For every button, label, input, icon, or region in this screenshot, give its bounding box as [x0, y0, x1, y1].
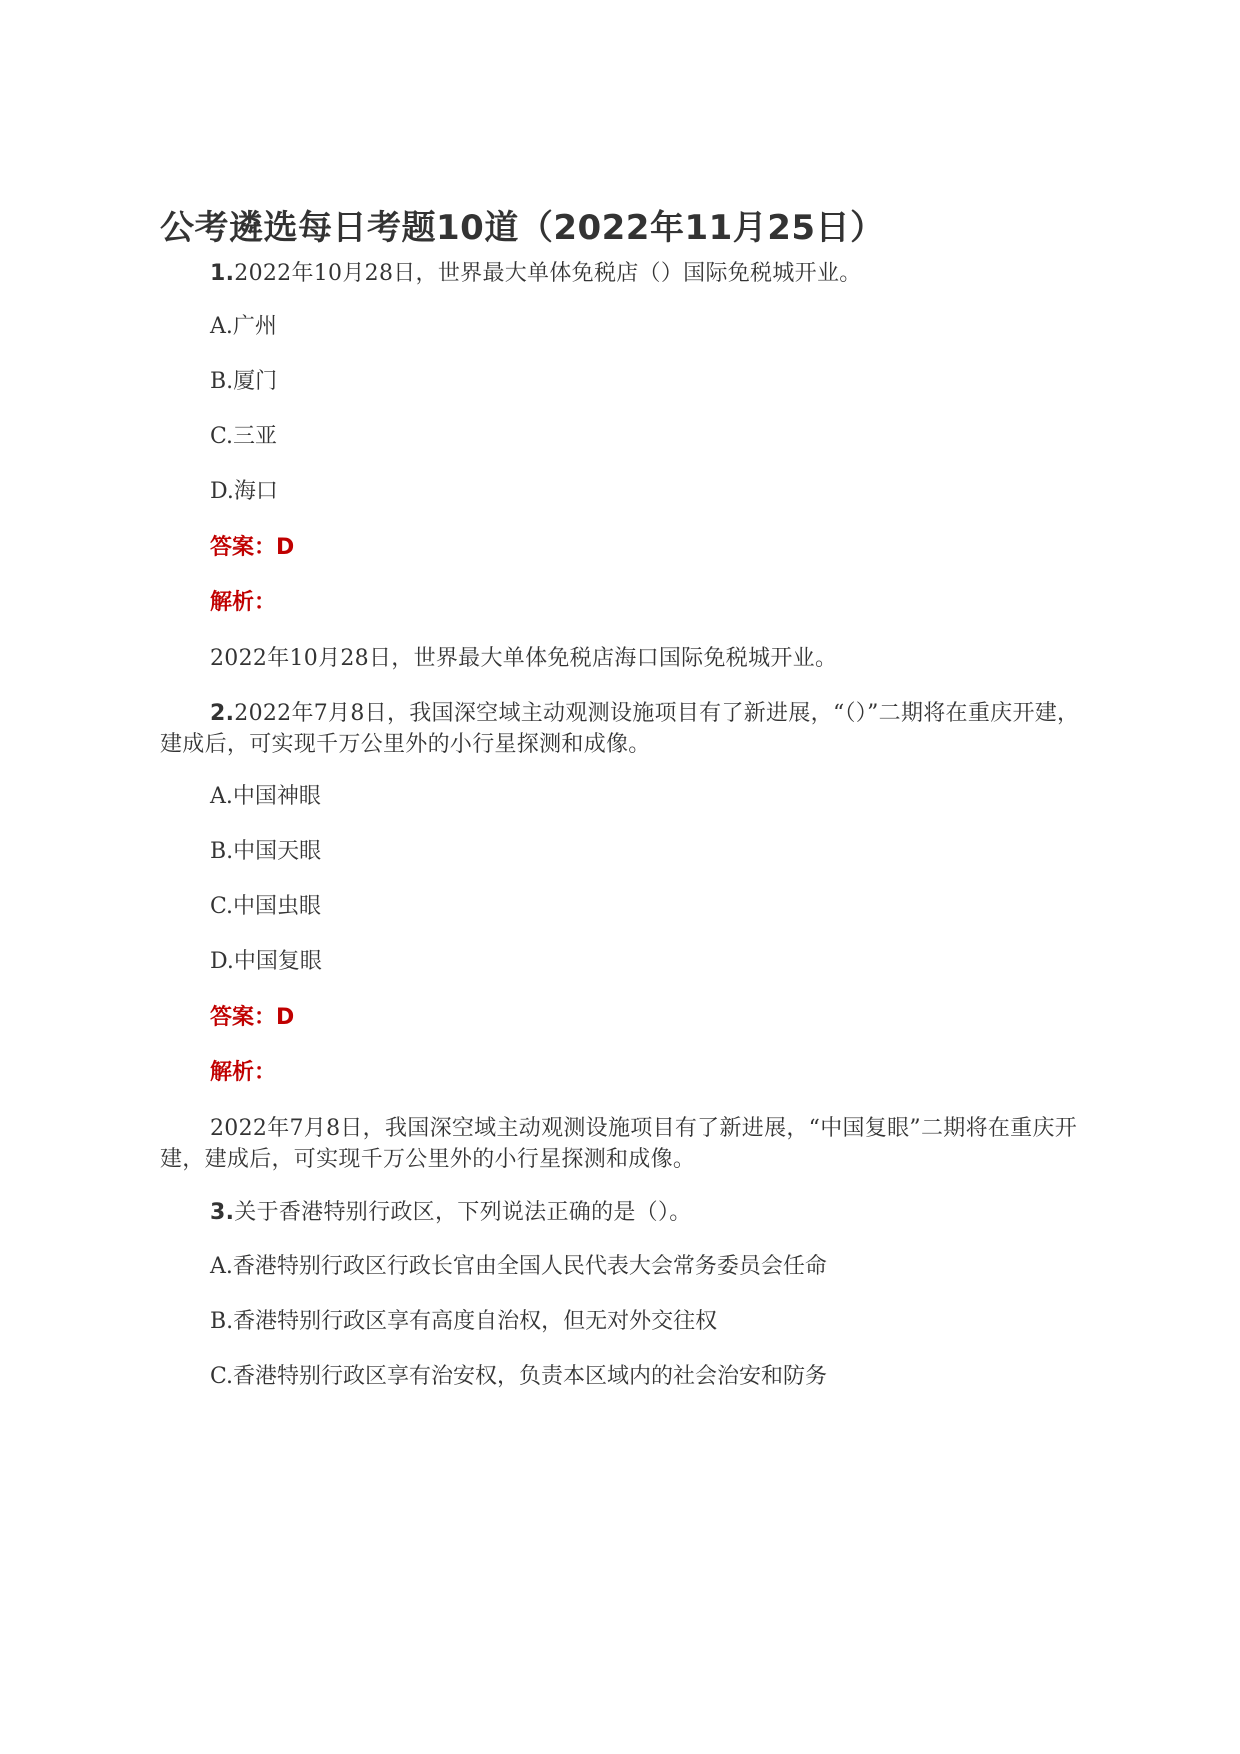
page-title: 公考遴选每日考题10道（2022年11月25日） [160, 208, 885, 248]
question-text: 2022年10月28日，世界最大单体免税店（）国际免税城开业。 [234, 261, 862, 286]
question-3-option-b: B.香港特别行政区享有高度自治权，但无对外交往权 [210, 1309, 718, 1334]
question-3-stem [160, 1197, 1090, 1228]
question-3-option-c: C.香港特别行政区享有治安权，负责本区域内的社会治安和防务 [210, 1364, 828, 1389]
question-2-stem [160, 698, 1090, 760]
question-2-option-a: A.中国神眼 [210, 784, 321, 809]
question-2-answer [210, 1003, 294, 1033]
question-2-option-d: D.中国复眼 [210, 949, 322, 974]
question-1-option-d: D.海口 [210, 479, 278, 504]
question-2-analysis: 2022年7月8日，我国深空域主动观测设施项目有了新进展，“中国复眼”二期将在重庆开建，建成后，可实现千万公里外的小行星探测和成像。 [160, 1116, 1078, 1172]
question-text: 关于香港特别行政区，下列说法正确的是（）。 [234, 1200, 692, 1225]
question-2-analysis-label: 解析： [210, 1060, 277, 1085]
question-number: 2. [210, 701, 235, 726]
answer-label: 答案： [210, 535, 277, 560]
question-1-option-b: B.厦门 [210, 369, 278, 394]
question-number: 1. [210, 261, 235, 286]
question-number: 3. [210, 1200, 235, 1225]
answer-value: D [276, 1005, 295, 1030]
question-1-stem [160, 258, 1090, 289]
question-1-analysis: 2022年10月28日，世界最大单体免税店海口国际免税城开业。 [210, 646, 838, 671]
question-1-analysis-label: 解析： [210, 590, 277, 615]
answer-value: D [276, 535, 295, 560]
answer-label: 答案： [210, 1005, 277, 1030]
question-1-option-c: C.三亚 [210, 424, 278, 449]
question-2-option-c: C.中国虫眼 [210, 894, 322, 919]
question-text: 2022年7月8日，我国深空域主动观测设施项目有了新进展，“（）”二期将在重庆开建，建成后，可实现千万公里外的小行星探测和成像。 [160, 701, 1080, 757]
question-1-answer [210, 533, 294, 563]
question-2-option-b: B.中国天眼 [210, 839, 322, 864]
question-1-option-a: A.广州 [210, 314, 277, 339]
question-3-option-a: A.香港特别行政区行政长官由全国人民代表大会常务委员会任命 [210, 1254, 827, 1279]
